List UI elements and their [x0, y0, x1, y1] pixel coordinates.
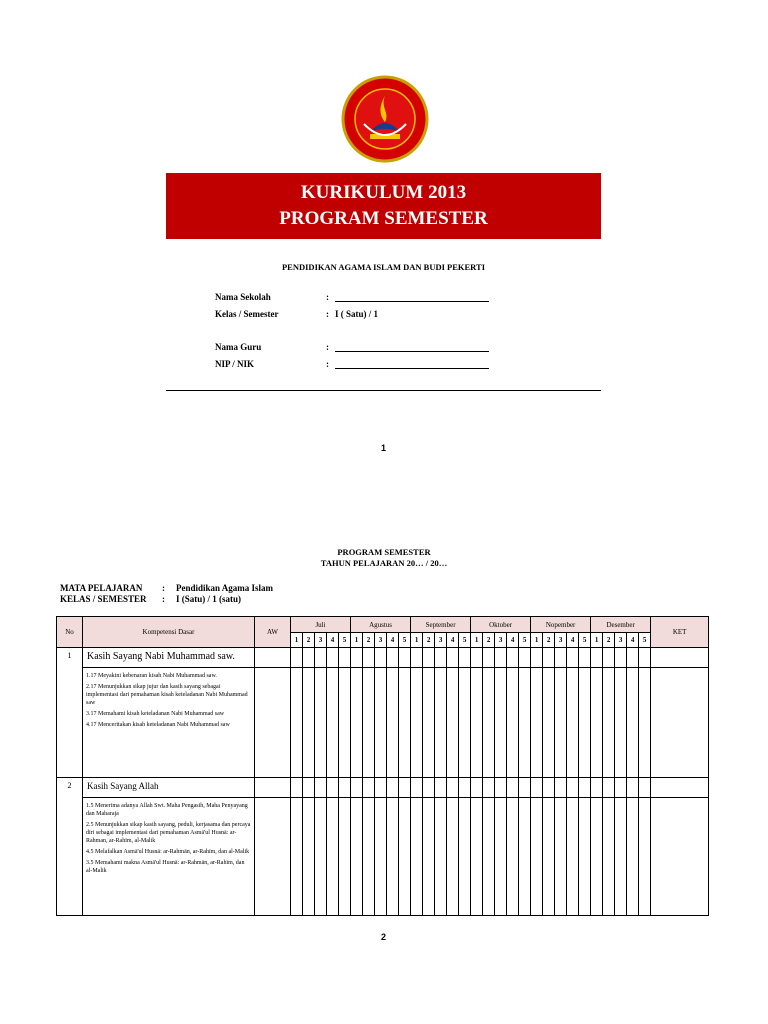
- empty-cell: [471, 778, 483, 798]
- empty-cell: [447, 778, 459, 798]
- empty-cell: [315, 798, 327, 916]
- empty-cell: [639, 798, 651, 916]
- empty-cell: [543, 798, 555, 916]
- empty-cell: [555, 798, 567, 916]
- empty-cell: [495, 778, 507, 798]
- header-week: 1: [471, 633, 483, 648]
- empty-cell: [291, 798, 303, 916]
- header-week: 3: [615, 633, 627, 648]
- page-number: 1: [381, 443, 387, 453]
- header-week: 1: [531, 633, 543, 648]
- empty-cell: [471, 668, 483, 778]
- empty-cell: [627, 648, 639, 668]
- field-blank-nip: [335, 360, 489, 369]
- empty-cell: [447, 798, 459, 916]
- table-row: [57, 798, 709, 916]
- competency-item: 3.17 Memahami kisah keteladanan Nabi Muhammad saw: [86, 711, 225, 717]
- empty-cell: [531, 798, 543, 916]
- empty-cell: [567, 648, 579, 668]
- header-week: 3: [495, 633, 507, 648]
- competency-item: 1.5 Menerima adanya Allah Swt. Maha Pengasih, Maha Penyayang dan Maharaja: [86, 803, 248, 817]
- program-table: [56, 616, 709, 916]
- banner-line2: PROGRAM SEMESTER: [279, 208, 488, 229]
- empty-cell: [315, 778, 327, 798]
- header-week: 1: [411, 633, 423, 648]
- empty-cell: [519, 798, 531, 916]
- unit-topic: Kasih Sayang Allah: [83, 778, 255, 798]
- header-week: 4: [327, 633, 339, 648]
- empty-cell: [531, 668, 543, 778]
- empty-cell: [339, 778, 351, 798]
- header-ket: KET: [651, 617, 709, 648]
- empty-cell: [567, 668, 579, 778]
- empty-cell: [303, 668, 315, 778]
- empty-cell: [615, 668, 627, 778]
- empty-cell: [543, 668, 555, 778]
- program-year: TAHUN PELAJARAN 20… / 20…: [320, 558, 448, 568]
- empty-cell: [603, 668, 615, 778]
- empty-cell: [507, 648, 519, 668]
- table-row: [57, 778, 709, 798]
- empty-cell: [411, 668, 423, 778]
- header-week: 2: [363, 633, 375, 648]
- tut-wuri-handayani-logo: [340, 74, 430, 164]
- header-no: No: [57, 617, 83, 648]
- header-week: 5: [519, 633, 531, 648]
- empty-cell: [375, 778, 387, 798]
- competency-item: 2.5 Menunjukkan sikap kasih sayang, peduli, kerjasama dan percaya diri sebagai implementasi dari pemahaman Asmā'ul Husnā: ar-Rahman, ar-Rahīm, al-Malik: [86, 822, 251, 844]
- empty-cell: [615, 778, 627, 798]
- empty-cell: [435, 668, 447, 778]
- meta-label-subject: MATA PELAJARAN: [60, 583, 143, 593]
- program-title-block: [200, 547, 568, 569]
- field-colon: :: [326, 292, 329, 302]
- empty-cell: [375, 648, 387, 668]
- field-label-class: Kelas / Semester: [215, 309, 279, 319]
- empty-cell: [627, 778, 639, 798]
- empty-cell: [651, 798, 709, 916]
- empty-cell: [483, 778, 495, 798]
- empty-cell: [387, 778, 399, 798]
- empty-cell: [375, 798, 387, 916]
- empty-cell: [627, 798, 639, 916]
- empty-cell: [363, 798, 375, 916]
- empty-cell: [615, 798, 627, 916]
- empty-cell: [363, 668, 375, 778]
- empty-cell: [639, 648, 651, 668]
- header-week: 5: [579, 633, 591, 648]
- table-row: [57, 668, 709, 778]
- empty-cell: [411, 798, 423, 916]
- header-week: 3: [375, 633, 387, 648]
- empty-cell: [627, 668, 639, 778]
- header-aw: AW: [255, 617, 291, 648]
- empty-cell: [591, 778, 603, 798]
- empty-cell: [591, 648, 603, 668]
- empty-cell: [423, 778, 435, 798]
- header-week: 5: [459, 633, 471, 648]
- empty-cell: [591, 668, 603, 778]
- empty-cell: [603, 648, 615, 668]
- empty-cell: [435, 778, 447, 798]
- header-week: 5: [639, 633, 651, 648]
- field-blank-school: [335, 293, 489, 302]
- empty-cell: [603, 798, 615, 916]
- empty-cell: [459, 648, 471, 668]
- empty-cell: [291, 648, 303, 668]
- empty-cell: [495, 648, 507, 668]
- empty-cell: [519, 668, 531, 778]
- empty-cell: [327, 778, 339, 798]
- header-week: 5: [339, 633, 351, 648]
- empty-cell: [423, 648, 435, 668]
- empty-cell: [423, 798, 435, 916]
- empty-cell: [291, 668, 303, 778]
- empty-cell: [459, 798, 471, 916]
- empty-cell: [639, 778, 651, 798]
- empty-cell: [339, 798, 351, 916]
- empty-cell: [411, 778, 423, 798]
- empty-cell: [483, 668, 495, 778]
- competency-item: 4.17 Menceritakan kisah keteladanan Nabi Muhammad saw: [86, 722, 230, 728]
- empty-cell: [303, 648, 315, 668]
- header-week: 3: [315, 633, 327, 648]
- header-week: 1: [291, 633, 303, 648]
- logo-text: [340, 112, 430, 113]
- empty-cell: [495, 798, 507, 916]
- empty-cell: [459, 778, 471, 798]
- field-label-school: Nama Sekolah: [215, 292, 271, 302]
- header-month: Juli: [291, 617, 351, 633]
- header-week: 2: [303, 633, 315, 648]
- field-value-class: I ( Satu) / 1: [335, 309, 379, 319]
- empty-cell: [579, 648, 591, 668]
- empty-cell: [435, 648, 447, 668]
- header-week: 5: [399, 633, 411, 648]
- header-month: September: [411, 617, 471, 633]
- empty-cell: [483, 798, 495, 916]
- empty-cell: [555, 648, 567, 668]
- empty-cell: [591, 798, 603, 916]
- empty-cell: [567, 798, 579, 916]
- empty-cell: [387, 798, 399, 916]
- header-week: 1: [591, 633, 603, 648]
- empty-cell: [543, 778, 555, 798]
- header-month: Desember: [591, 617, 651, 633]
- competency-list: [83, 668, 255, 778]
- empty-cell: [351, 778, 363, 798]
- field-blank-teacher: [335, 343, 489, 352]
- field-label-teacher: Nama Guru: [215, 342, 262, 352]
- header-week: 4: [507, 633, 519, 648]
- empty-cell: [339, 648, 351, 668]
- program-title: PROGRAM SEMESTER: [337, 547, 431, 557]
- empty-cell: [651, 648, 709, 668]
- empty-cell: [471, 648, 483, 668]
- page-number: 2: [381, 932, 387, 942]
- unit-number: 1: [57, 648, 83, 778]
- empty-cell: [615, 648, 627, 668]
- empty-cell: [651, 778, 709, 798]
- divider: [166, 390, 601, 391]
- empty-cell: [555, 668, 567, 778]
- header-week: 3: [555, 633, 567, 648]
- banner-line1: KURIKULUM 2013: [300, 182, 467, 203]
- empty-cell: [339, 668, 351, 778]
- empty-cell: [579, 778, 591, 798]
- header-week: 3: [435, 633, 447, 648]
- empty-cell: [291, 778, 303, 798]
- empty-cell: [579, 798, 591, 916]
- competency-item: 3.5 Memahami makna Asmā'ul Husnā: ar-Rahmān, ar-Rahīm, dan al-Malik: [86, 860, 245, 874]
- title-banner: [166, 173, 601, 239]
- header-week: 2: [423, 633, 435, 648]
- empty-cell: [399, 778, 411, 798]
- meta-label-class: KELAS / SEMESTER: [60, 594, 147, 604]
- field-colon: :: [326, 309, 329, 319]
- unit-topic: Kasih Sayang Nabi Muhammad saw.: [83, 648, 255, 668]
- empty-cell: [507, 668, 519, 778]
- empty-cell: [435, 798, 447, 916]
- empty-cell: [543, 648, 555, 668]
- empty-cell: [495, 668, 507, 778]
- empty-cell: [447, 648, 459, 668]
- empty-cell: [255, 668, 291, 778]
- empty-cell: [255, 648, 291, 668]
- empty-cell: [471, 798, 483, 916]
- empty-cell: [519, 778, 531, 798]
- empty-cell: [483, 648, 495, 668]
- field-colon: :: [326, 359, 329, 369]
- subject-heading: PENDIDIKAN AGAMA ISLAM DAN BUDI PEKERTI: [281, 262, 485, 272]
- empty-cell: [303, 778, 315, 798]
- empty-cell: [507, 778, 519, 798]
- header-month: Oktober: [471, 617, 531, 633]
- empty-cell: [351, 648, 363, 668]
- empty-cell: [579, 668, 591, 778]
- table-row: [57, 648, 709, 668]
- empty-cell: [531, 648, 543, 668]
- header-week: 1: [351, 633, 363, 648]
- header-month: Agustus: [351, 617, 411, 633]
- competency-item: 2.17 Menunjukkan sikap jujur dan kasih sayang sebagai implementasi dari pemahaman kisah keteladanan Nabi Muhammad saw: [86, 684, 248, 706]
- header-kd: Kompetensi Dasar: [83, 617, 255, 648]
- meta-value-subject: Pendidikan Agama Islam: [176, 583, 274, 593]
- unit-number: 2: [57, 778, 83, 916]
- empty-cell: [399, 668, 411, 778]
- field-colon: :: [326, 342, 329, 352]
- empty-cell: [315, 648, 327, 668]
- empty-cell: [387, 648, 399, 668]
- empty-cell: [447, 668, 459, 778]
- empty-cell: [531, 778, 543, 798]
- empty-cell: [399, 648, 411, 668]
- empty-cell: [423, 668, 435, 778]
- empty-cell: [375, 668, 387, 778]
- field-label-nip: NIP / NIK: [215, 359, 255, 369]
- empty-cell: [507, 798, 519, 916]
- empty-cell: [519, 648, 531, 668]
- competency-list: [83, 798, 255, 916]
- header-week: 2: [483, 633, 495, 648]
- empty-cell: [255, 778, 291, 798]
- header-week: 4: [447, 633, 459, 648]
- empty-cell: [555, 778, 567, 798]
- empty-cell: [327, 798, 339, 916]
- empty-cell: [459, 668, 471, 778]
- header-month: Nopember: [531, 617, 591, 633]
- empty-cell: [351, 798, 363, 916]
- header-week: 4: [627, 633, 639, 648]
- empty-cell: [411, 648, 423, 668]
- meta-value-class: I (Satu) / 1 (satu): [176, 594, 242, 604]
- competency-item: 1.17 Meyakini kebenaran kisah Nabi Muhammad saw.: [86, 673, 217, 679]
- empty-cell: [351, 668, 363, 778]
- header-week: 4: [567, 633, 579, 648]
- empty-cell: [363, 778, 375, 798]
- empty-cell: [651, 668, 709, 778]
- empty-cell: [255, 798, 291, 916]
- header-week: 2: [603, 633, 615, 648]
- empty-cell: [303, 798, 315, 916]
- empty-cell: [639, 668, 651, 778]
- empty-cell: [315, 668, 327, 778]
- empty-cell: [387, 668, 399, 778]
- empty-cell: [363, 648, 375, 668]
- empty-cell: [603, 778, 615, 798]
- empty-cell: [327, 668, 339, 778]
- empty-cell: [567, 778, 579, 798]
- header-week: 2: [543, 633, 555, 648]
- empty-cell: [399, 798, 411, 916]
- competency-item: 4.5 Melafalkan Asmā'ul Husnā: ar-Rahmān, ar-Rahīm, dan al-Malik: [86, 849, 250, 855]
- empty-cell: [327, 648, 339, 668]
- header-week: 4: [387, 633, 399, 648]
